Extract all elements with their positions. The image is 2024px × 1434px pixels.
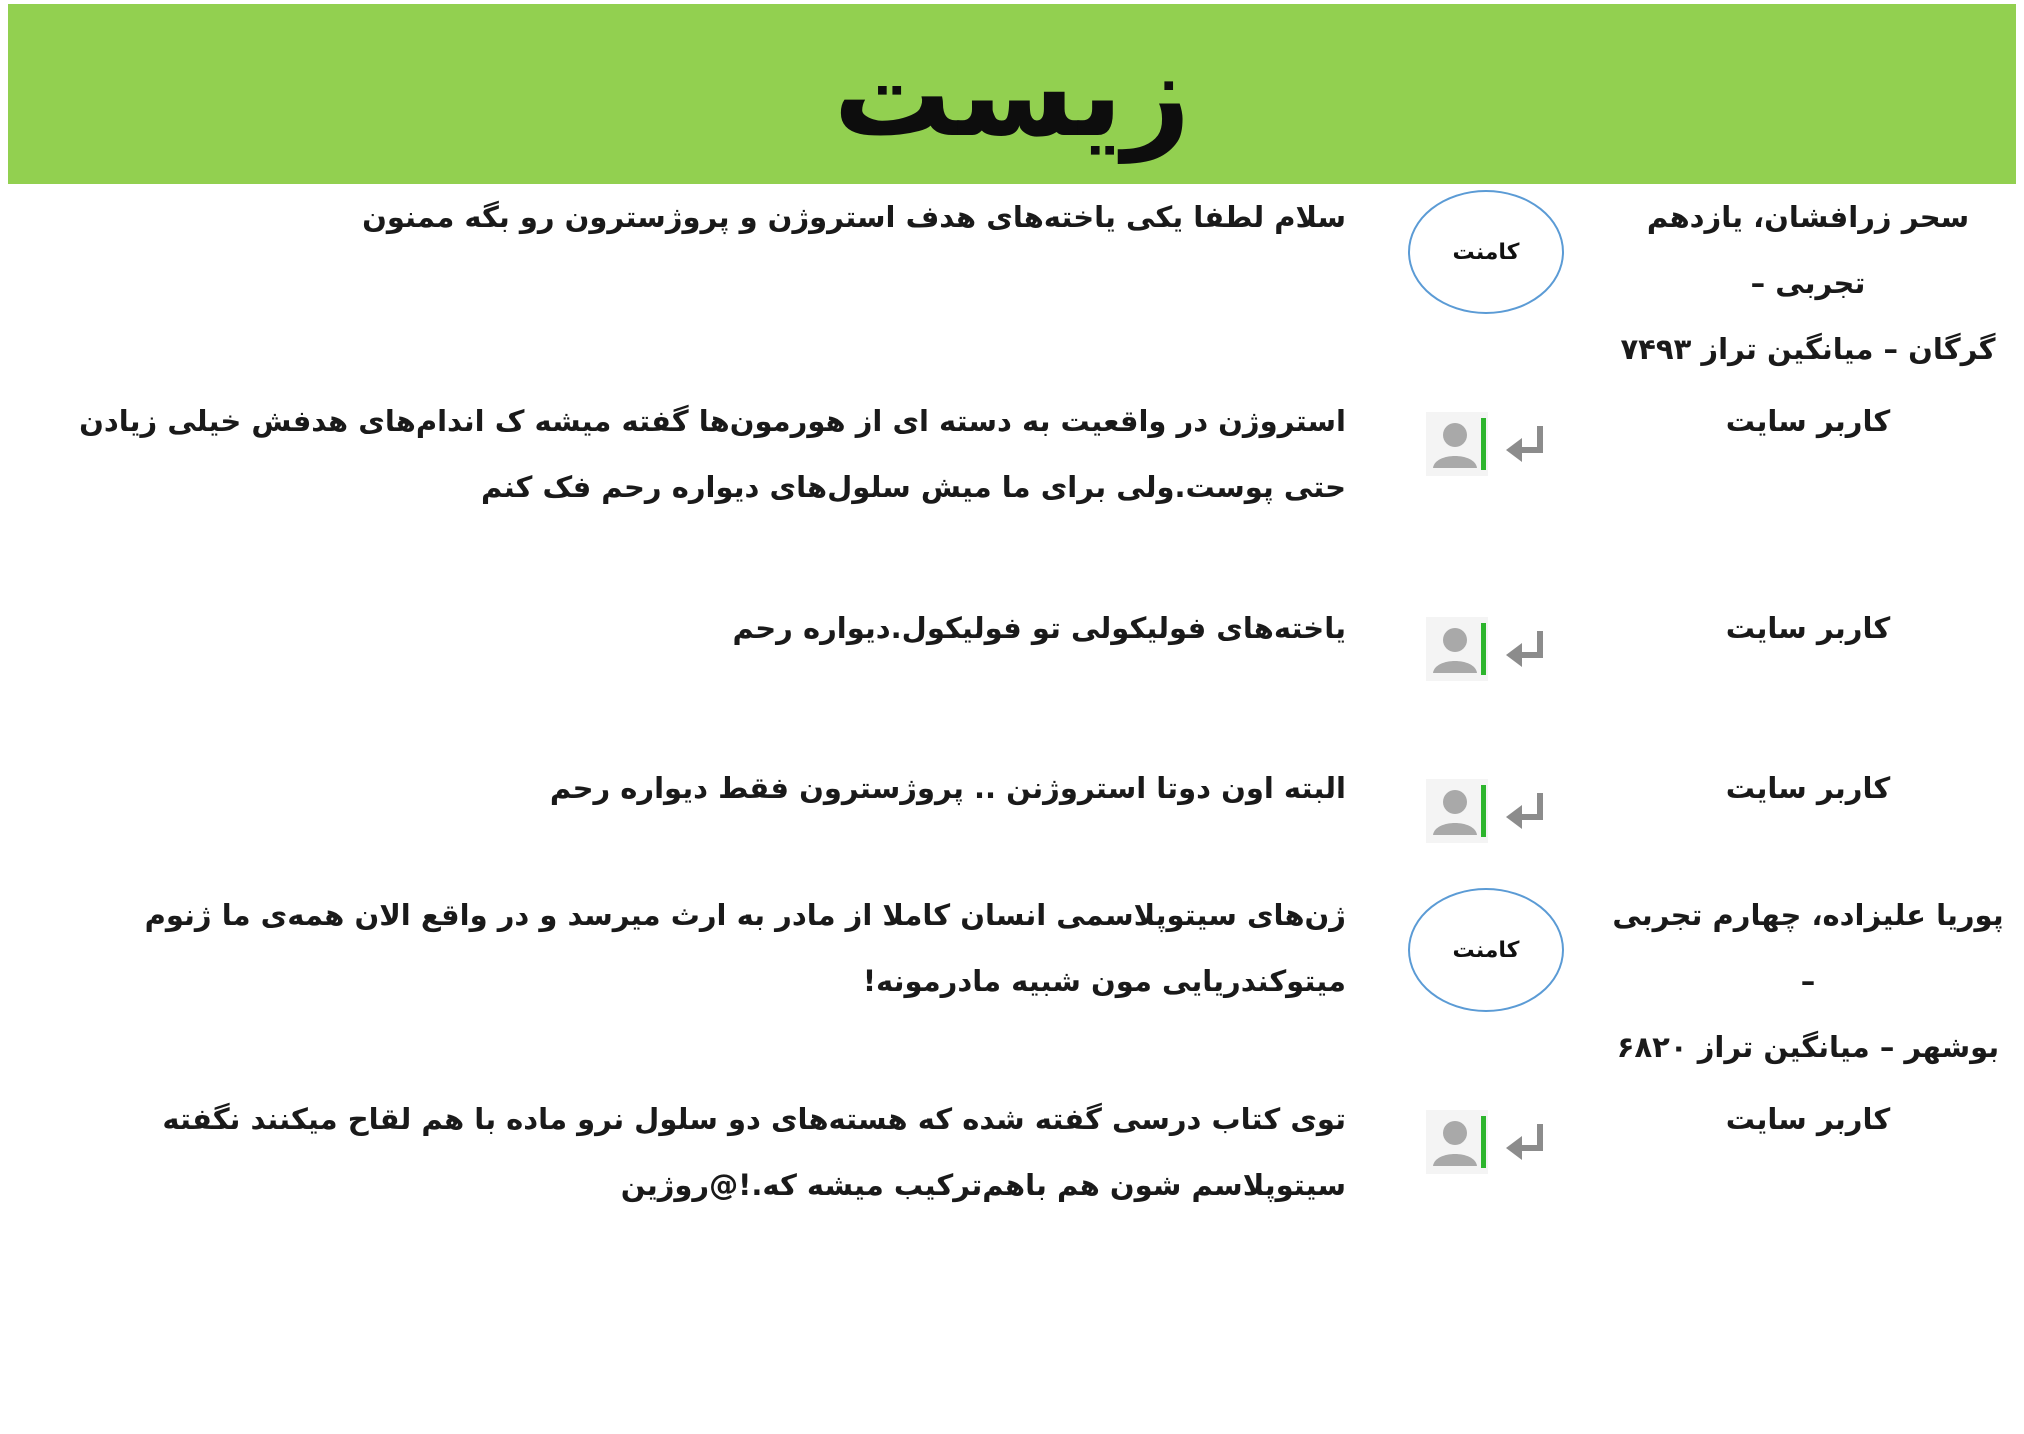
- user-avatar-icon: [1426, 779, 1488, 843]
- reply-icon-cell: [1408, 1108, 1568, 1238]
- comment-text: ژن‌های سیتوپلاسمی انسان کاملا از مادر به ارث میرسد و در واقع الان همه‌ی ما ژنوم میتوکندریایی مون شبیه مادرمونه!: [144, 898, 1346, 998]
- author-detail-line: گرگان – میانگین تراز ۷۴۹۳: [1620, 332, 1996, 366]
- reply-author: کاربر سایت: [1725, 404, 1891, 438]
- comment-author: [1608, 882, 2008, 1080]
- comment-author: [1608, 184, 2008, 382]
- reply-author: کاربر سایت: [1725, 771, 1891, 805]
- author-detail-line: بوشهر – میانگین تراز ۶۸۲۰: [1616, 1030, 2000, 1064]
- reply-arrow-icon[interactable]: [1500, 1118, 1550, 1168]
- reply-text: توی کتاب درسی گفته شده که هسته‌های دو سلول نرو ماده با هم لقاح میکنند نگفته سیتوپلاسم شون هم باهم‌ترکیب میشه که.!@روژین: [162, 1102, 1346, 1202]
- reply-text: یاخته‌های فولیکولی تو فولیکول.دیواره رحم: [732, 611, 1346, 645]
- comment-badge[interactable]: کامنت: [1408, 888, 1564, 1012]
- reply-arrow-icon[interactable]: [1500, 787, 1550, 837]
- user-avatar-icon: [1426, 617, 1488, 681]
- user-avatar-icon: [1426, 412, 1488, 476]
- author-name-line: سحر زرافشان، یازدهم تجربی –: [1646, 200, 1970, 300]
- comment-icon-cell: [1408, 888, 1568, 1018]
- comment-icon-cell: [1408, 190, 1568, 320]
- comment-badge[interactable]: کامنت: [1408, 190, 1564, 314]
- reply-icon-cell: [1408, 410, 1568, 540]
- page-title: زیست: [833, 25, 1191, 163]
- reply-arrow-icon[interactable]: [1500, 625, 1550, 675]
- author-name-line: پوریا علیزاده، چهارم تجربی –: [1612, 898, 2004, 998]
- reply-icon-cell: [1408, 615, 1568, 745]
- reply-text: استروژن در واقعیت به دسته ای از هورمون‌ها گفته میشه ک اندام‌های هدفش خیلی زیادن حتی پوست.ولی برای ما میش سلول‌های دیواره رحم فک کنم: [79, 404, 1346, 504]
- reply-text: البته اون دوتا استروژنن .. پروژسترون فقط دیواره رحم: [549, 771, 1346, 805]
- reply-author: کاربر سایت: [1725, 1102, 1891, 1136]
- header-banner: [8, 4, 2016, 184]
- user-avatar-icon: [1426, 1110, 1488, 1174]
- reply-author: کاربر سایت: [1725, 611, 1891, 645]
- comment-text: سلام لطفا یکی یاخته‌های هدف استروژن و پروژسترون رو بگه ممنون: [362, 200, 1346, 234]
- reply-arrow-icon[interactable]: [1500, 420, 1550, 470]
